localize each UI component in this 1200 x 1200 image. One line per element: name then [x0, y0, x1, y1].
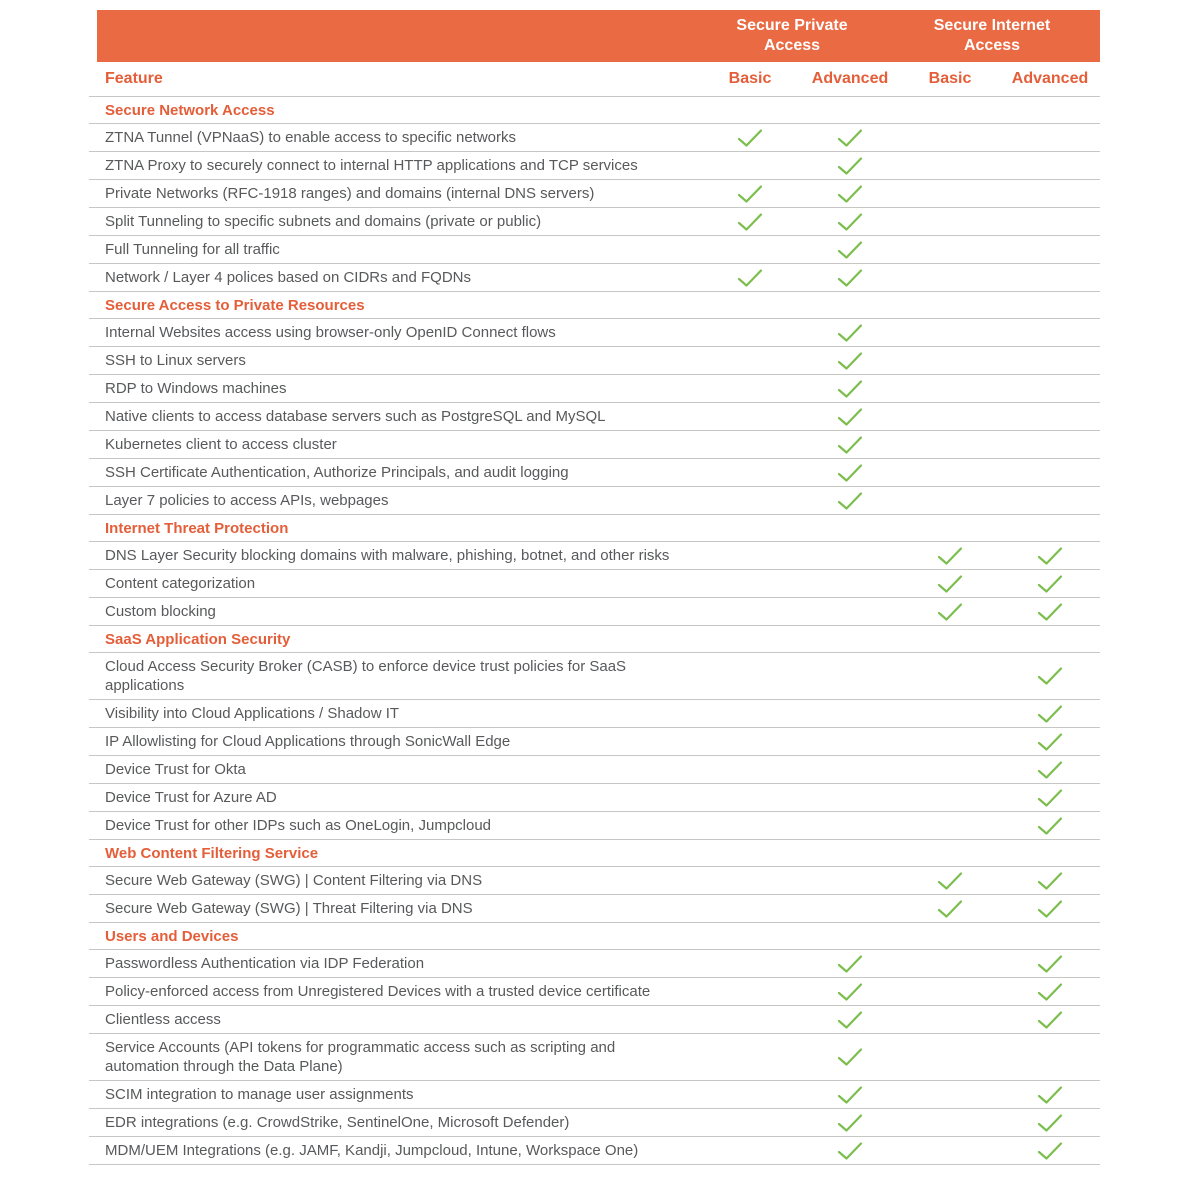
- cell-spa-basic: [700, 1137, 800, 1164]
- cell-spa-basic: [700, 653, 800, 699]
- cell-sia-basic: [900, 653, 1000, 699]
- feature-name: SCIM integration to manage user assignments: [105, 1086, 414, 1103]
- cell-spa-basic: [700, 1006, 800, 1033]
- feature-name: EDR integrations (e.g. CrowdStrike, SentinelOne, Microsoft Defender): [105, 1114, 570, 1131]
- cell-spa-basic: [700, 487, 800, 514]
- feature-name: Custom blocking: [105, 603, 216, 620]
- cell-spa-advanced: [800, 978, 900, 1005]
- cell-sia-basic: [900, 784, 1000, 811]
- cell-sia-basic: [900, 459, 1000, 486]
- feature-name: Service Accounts (API tokens for programmatic access such as scripting and automation through the Data Plane): [105, 1039, 616, 1075]
- cell-sia-basic: [900, 1109, 1000, 1136]
- checkmark-icon: [837, 212, 863, 232]
- cell-spa-advanced: [800, 653, 900, 699]
- section-header-row: [89, 626, 1100, 653]
- feature-name: Full Tunneling for all traffic: [105, 241, 280, 258]
- table-row: [89, 487, 1100, 515]
- checkmark-icon: [837, 1010, 863, 1030]
- column-header-row: [89, 62, 1100, 97]
- feature-name: Visibility into Cloud Applications / Shadow IT: [105, 705, 400, 722]
- column-group-secure-private-access: [692, 16, 892, 56]
- table-row: [89, 208, 1100, 236]
- cell-sia-basic: [900, 950, 1000, 977]
- cell-spa-basic: [700, 431, 800, 458]
- feature-name: RDP to Windows machines: [105, 380, 287, 397]
- table-row: [89, 1006, 1100, 1034]
- checkmark-icon: [1037, 1113, 1063, 1133]
- section-title: Secure Network Access: [105, 101, 275, 119]
- feature-comparison-table: [89, 10, 1100, 1165]
- cell-spa-basic: [700, 319, 800, 346]
- cell-sia-advanced: [1000, 598, 1100, 625]
- feature-column-header: Feature: [105, 70, 163, 87]
- table-row: [89, 1034, 1100, 1081]
- table-row: [89, 784, 1100, 812]
- cell-sia-advanced: [1000, 756, 1100, 783]
- checkmark-icon: [837, 351, 863, 371]
- cell-spa-basic: [700, 403, 800, 430]
- feature-name: Content categorization: [105, 575, 256, 592]
- cell-spa-basic: [700, 812, 800, 839]
- cell-spa-advanced: [800, 264, 900, 291]
- cell-sia-advanced: [1000, 347, 1100, 374]
- cell-sia-advanced: [1000, 895, 1100, 922]
- cell-spa-advanced: [800, 403, 900, 430]
- cell-spa-advanced: [800, 1109, 900, 1136]
- feature-name: SSH to Linux servers: [105, 352, 246, 369]
- checkmark-icon: [1037, 704, 1063, 724]
- cell-spa-basic: [700, 570, 800, 597]
- table-row: [89, 867, 1100, 895]
- feature-name: IP Allowlisting for Cloud Applications through SonicWall Edge: [105, 733, 511, 750]
- feature-name: Secure Web Gateway (SWG) | Threat Filtering via DNS: [105, 900, 473, 917]
- checkmark-icon: [1037, 574, 1063, 594]
- cell-spa-basic: [700, 867, 800, 894]
- cell-sia-basic: [900, 487, 1000, 514]
- cell-spa-basic: [700, 180, 800, 207]
- checkmark-icon: [737, 268, 763, 288]
- cell-sia-advanced: [1000, 236, 1100, 263]
- column-group-secure-internet-access: [892, 16, 1092, 56]
- table-row: [89, 542, 1100, 570]
- checkmark-icon: [1037, 871, 1063, 891]
- cell-spa-basic: [700, 728, 800, 755]
- table-row: [89, 598, 1100, 626]
- cell-sia-advanced: [1000, 570, 1100, 597]
- cell-spa-basic: [700, 700, 800, 727]
- checkmark-icon: [837, 379, 863, 399]
- feature-name: Cloud Access Security Broker (CASB) to enforce device trust policies for SaaS applications: [105, 658, 627, 694]
- feature-name: Internal Websites access using browser-only OpenID Connect flows: [105, 324, 556, 341]
- cell-spa-basic: [700, 236, 800, 263]
- checkmark-icon: [1037, 602, 1063, 622]
- section-title: Web Content Filtering Service: [105, 844, 319, 862]
- cell-sia-basic: [900, 124, 1000, 151]
- cell-sia-advanced: [1000, 124, 1100, 151]
- cell-sia-advanced: [1000, 784, 1100, 811]
- cell-sia-basic: [900, 1006, 1000, 1033]
- table-row: [89, 459, 1100, 487]
- feature-name: Device Trust for Azure AD: [105, 789, 277, 806]
- cell-sia-basic: [900, 867, 1000, 894]
- checkmark-icon: [1037, 788, 1063, 808]
- cell-spa-basic: [700, 264, 800, 291]
- checkmark-icon: [837, 1113, 863, 1133]
- cell-sia-advanced: [1000, 1081, 1100, 1108]
- cell-spa-basic: [700, 950, 800, 977]
- feature-name: DNS Layer Security blocking domains with malware, phishing, botnet, and other risks: [105, 547, 670, 564]
- table-row: [89, 812, 1100, 840]
- checkmark-icon: [837, 1141, 863, 1161]
- checkmark-icon: [837, 1047, 863, 1067]
- table-row: [89, 1137, 1100, 1165]
- feature-name: Device Trust for other IDPs such as OneLogin, Jumpcloud: [105, 817, 492, 834]
- cell-spa-advanced: [800, 756, 900, 783]
- feature-name: Network / Layer 4 polices based on CIDRs and FQDNs: [105, 269, 471, 286]
- checkmark-icon: [1037, 666, 1063, 686]
- cell-spa-basic: [700, 542, 800, 569]
- section-title: Internet Threat Protection: [105, 519, 289, 537]
- cell-spa-basic: [700, 375, 800, 402]
- feature-name: Native clients to access database servers such as PostgreSQL and MySQL: [105, 408, 606, 425]
- table-row: [89, 236, 1100, 264]
- cell-sia-basic: [900, 598, 1000, 625]
- table-row: [89, 895, 1100, 923]
- cell-sia-basic: [900, 542, 1000, 569]
- table-row: [89, 653, 1100, 700]
- checkmark-icon: [837, 954, 863, 974]
- section-title: Secure Access to Private Resources: [105, 296, 365, 314]
- cell-sia-advanced: [1000, 700, 1100, 727]
- cell-spa-advanced: [800, 208, 900, 235]
- column-group-label: Secure Internet Access: [933, 17, 1051, 54]
- table-row: [89, 1109, 1100, 1137]
- cell-sia-advanced: [1000, 653, 1100, 699]
- cell-sia-basic: [900, 728, 1000, 755]
- cell-sia-advanced: [1000, 208, 1100, 235]
- cell-sia-basic: [900, 347, 1000, 374]
- checkmark-icon: [737, 128, 763, 148]
- cell-spa-advanced: [800, 431, 900, 458]
- subcolumn-header-spa-basic: Basic: [728, 70, 772, 87]
- cell-sia-basic: [900, 1137, 1000, 1164]
- cell-spa-advanced: [800, 375, 900, 402]
- feature-name: Split Tunneling to specific subnets and domains (private or public): [105, 213, 542, 230]
- table-row: [89, 1081, 1100, 1109]
- cell-sia-advanced: [1000, 459, 1100, 486]
- cell-sia-basic: [900, 895, 1000, 922]
- section-header-row: [89, 923, 1100, 950]
- cell-sia-advanced: [1000, 403, 1100, 430]
- cell-sia-basic: [900, 152, 1000, 179]
- cell-spa-advanced: [800, 895, 900, 922]
- checkmark-icon: [837, 1085, 863, 1105]
- checkmark-icon: [937, 574, 963, 594]
- table-row: [89, 347, 1100, 375]
- checkmark-icon: [1037, 1141, 1063, 1161]
- table-row: [89, 756, 1100, 784]
- section-header-row: [89, 97, 1100, 124]
- subcolumn-header-sia-advanced: Advanced: [1011, 70, 1089, 87]
- table-header-banner: [97, 10, 1100, 62]
- cell-spa-advanced: [800, 570, 900, 597]
- checkmark-icon: [737, 184, 763, 204]
- cell-sia-advanced: [1000, 978, 1100, 1005]
- table-row: [89, 124, 1100, 152]
- cell-sia-advanced: [1000, 180, 1100, 207]
- cell-spa-advanced: [800, 784, 900, 811]
- checkmark-icon: [937, 871, 963, 891]
- table-row: [89, 570, 1100, 598]
- checkmark-icon: [837, 407, 863, 427]
- section-title: SaaS Application Security: [105, 630, 291, 648]
- checkmark-icon: [837, 240, 863, 260]
- cell-spa-basic: [700, 978, 800, 1005]
- cell-spa-advanced: [800, 152, 900, 179]
- cell-sia-basic: [900, 375, 1000, 402]
- checkmark-icon: [1037, 1010, 1063, 1030]
- cell-spa-advanced: [800, 459, 900, 486]
- feature-name: Private Networks (RFC-1918 ranges) and domains (internal DNS servers): [105, 185, 595, 202]
- table-row: [89, 700, 1100, 728]
- cell-spa-basic: [700, 756, 800, 783]
- checkmark-icon: [837, 982, 863, 1002]
- checkmark-icon: [837, 435, 863, 455]
- checkmark-icon: [837, 323, 863, 343]
- cell-sia-advanced: [1000, 812, 1100, 839]
- cell-sia-advanced: [1000, 319, 1100, 346]
- cell-spa-advanced: [800, 124, 900, 151]
- cell-sia-advanced: [1000, 950, 1100, 977]
- cell-spa-basic: [700, 1081, 800, 1108]
- cell-sia-basic: [900, 264, 1000, 291]
- table-row: [89, 375, 1100, 403]
- cell-spa-advanced: [800, 542, 900, 569]
- cell-spa-basic: [700, 347, 800, 374]
- cell-spa-advanced: [800, 1034, 900, 1080]
- feature-name: Layer 7 policies to access APIs, webpages: [105, 492, 389, 509]
- cell-spa-advanced: [800, 1137, 900, 1164]
- cell-sia-basic: [900, 403, 1000, 430]
- cell-sia-advanced: [1000, 542, 1100, 569]
- cell-spa-advanced: [800, 812, 900, 839]
- cell-sia-basic: [900, 978, 1000, 1005]
- cell-spa-advanced: [800, 598, 900, 625]
- checkmark-icon: [837, 268, 863, 288]
- feature-name: ZTNA Proxy to securely connect to internal HTTP applications and TCP services: [105, 157, 638, 174]
- feature-name: ZTNA Tunnel (VPNaaS) to enable access to specific networks: [105, 129, 517, 146]
- cell-spa-basic: [700, 459, 800, 486]
- cell-spa-advanced: [800, 1081, 900, 1108]
- cell-sia-advanced: [1000, 728, 1100, 755]
- table-row: [89, 431, 1100, 459]
- cell-sia-advanced: [1000, 487, 1100, 514]
- cell-sia-advanced: [1000, 1034, 1100, 1080]
- checkmark-icon: [837, 491, 863, 511]
- checkmark-icon: [837, 156, 863, 176]
- cell-sia-advanced: [1000, 264, 1100, 291]
- cell-spa-basic: [700, 208, 800, 235]
- cell-spa-advanced: [800, 1006, 900, 1033]
- cell-sia-advanced: [1000, 1109, 1100, 1136]
- cell-sia-basic: [900, 431, 1000, 458]
- section-header-row: [89, 515, 1100, 542]
- checkmark-icon: [1037, 732, 1063, 752]
- cell-spa-advanced: [800, 487, 900, 514]
- column-group-label: Secure Private Access: [736, 17, 848, 54]
- checkmark-icon: [1037, 760, 1063, 780]
- cell-spa-basic: [700, 1034, 800, 1080]
- table-row: [89, 319, 1100, 347]
- cell-sia-basic: [900, 208, 1000, 235]
- subcolumn-header-sia-basic: Basic: [928, 70, 972, 87]
- cell-sia-basic: [900, 700, 1000, 727]
- cell-spa-advanced: [800, 347, 900, 374]
- cell-sia-basic: [900, 1034, 1000, 1080]
- checkmark-icon: [1037, 982, 1063, 1002]
- cell-spa-basic: [700, 895, 800, 922]
- cell-sia-advanced: [1000, 1137, 1100, 1164]
- cell-sia-basic: [900, 180, 1000, 207]
- table-row: [89, 978, 1100, 1006]
- feature-name: SSH Certificate Authentication, Authorize Principals, and audit logging: [105, 464, 569, 481]
- section-header-row: [89, 292, 1100, 319]
- table-row: [89, 728, 1100, 756]
- cell-sia-basic: [900, 319, 1000, 346]
- cell-spa-advanced: [800, 236, 900, 263]
- section-header-row: [89, 840, 1100, 867]
- cell-spa-advanced: [800, 867, 900, 894]
- feature-name: Policy-enforced access from Unregistered Devices with a trusted device certificate: [105, 983, 651, 1000]
- cell-sia-advanced: [1000, 1006, 1100, 1033]
- section-title: Users and Devices: [105, 927, 239, 945]
- checkmark-icon: [837, 184, 863, 204]
- cell-spa-advanced: [800, 700, 900, 727]
- subcolumn-header-spa-advanced: Advanced: [811, 70, 889, 87]
- checkmark-icon: [1037, 954, 1063, 974]
- cell-spa-advanced: [800, 180, 900, 207]
- cell-sia-basic: [900, 570, 1000, 597]
- table-row: [89, 950, 1100, 978]
- cell-spa-basic: [700, 124, 800, 151]
- table-row: [89, 180, 1100, 208]
- checkmark-icon: [837, 128, 863, 148]
- feature-name: MDM/UEM Integrations (e.g. JAMF, Kandji, Jumpcloud, Intune, Workspace One): [105, 1142, 639, 1159]
- cell-spa-basic: [700, 1109, 800, 1136]
- checkmark-icon: [1037, 899, 1063, 919]
- checkmark-icon: [837, 463, 863, 483]
- cell-sia-advanced: [1000, 375, 1100, 402]
- feature-name: Device Trust for Okta: [105, 761, 246, 778]
- checkmark-icon: [937, 602, 963, 622]
- cell-spa-advanced: [800, 728, 900, 755]
- cell-spa-advanced: [800, 319, 900, 346]
- checkmark-icon: [937, 546, 963, 566]
- table-row: [89, 403, 1100, 431]
- cell-sia-advanced: [1000, 867, 1100, 894]
- cell-spa-advanced: [800, 950, 900, 977]
- feature-name: Secure Web Gateway (SWG) | Content Filtering via DNS: [105, 872, 483, 889]
- cell-spa-basic: [700, 152, 800, 179]
- checkmark-icon: [1037, 816, 1063, 836]
- checkmark-icon: [1037, 1085, 1063, 1105]
- cell-sia-basic: [900, 236, 1000, 263]
- cell-spa-basic: [700, 598, 800, 625]
- feature-name: Clientless access: [105, 1011, 221, 1028]
- checkmark-icon: [737, 212, 763, 232]
- table-row: [89, 152, 1100, 180]
- cell-sia-basic: [900, 1081, 1000, 1108]
- table-body: [89, 97, 1100, 1165]
- feature-name: Kubernetes client to access cluster: [105, 436, 337, 453]
- checkmark-icon: [1037, 546, 1063, 566]
- cell-sia-advanced: [1000, 431, 1100, 458]
- cell-sia-advanced: [1000, 152, 1100, 179]
- cell-spa-basic: [700, 784, 800, 811]
- cell-sia-basic: [900, 756, 1000, 783]
- checkmark-icon: [937, 899, 963, 919]
- feature-name: Passwordless Authentication via IDP Federation: [105, 955, 425, 972]
- table-row: [89, 264, 1100, 292]
- cell-sia-basic: [900, 812, 1000, 839]
